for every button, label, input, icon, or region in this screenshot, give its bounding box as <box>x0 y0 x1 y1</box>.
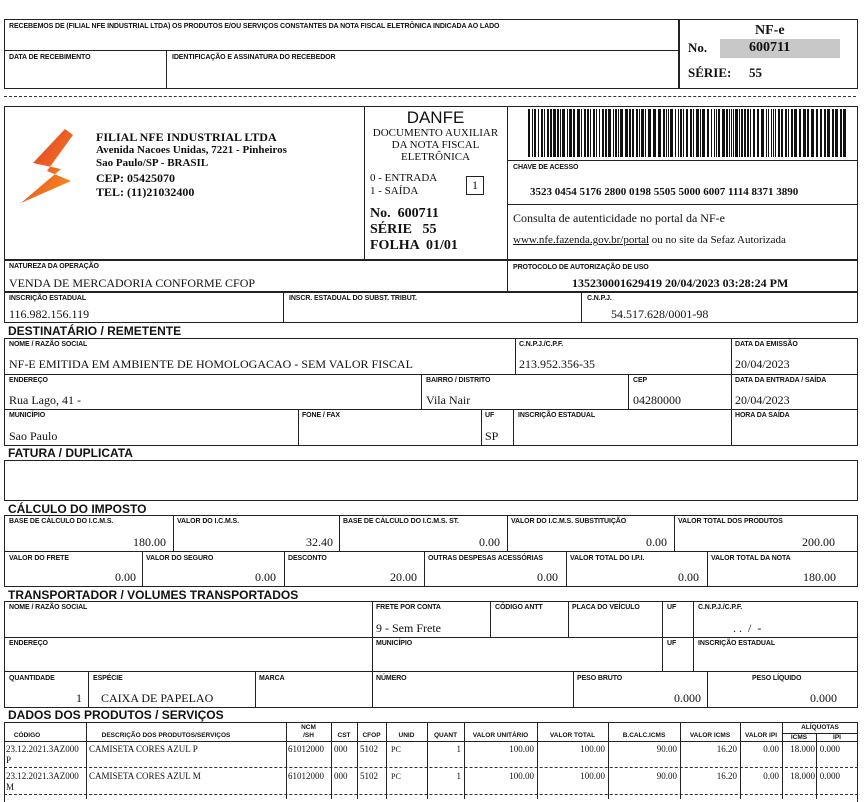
barcode-bar <box>718 109 720 157</box>
barcode-bar <box>550 109 552 157</box>
tr-gross-value: 0.000 <box>674 691 701 705</box>
barcode-bar <box>636 109 638 157</box>
issuer-city: Sao Paulo/SP - BRASIL <box>96 157 209 169</box>
rec-emission-label: DATA DA EMISSÃO <box>735 341 798 348</box>
barcode-bar <box>602 109 604 157</box>
discount-value: 20.00 <box>390 570 417 584</box>
rec-address-value: Rua Lago, 41 - <box>9 393 81 407</box>
barcode-bar <box>557 109 559 157</box>
row-aliq-ipi: 0.000 <box>819 744 840 754</box>
barcode-bar <box>666 109 667 157</box>
barcode-bar <box>560 109 561 157</box>
row-cfop: 5102 <box>360 771 378 781</box>
barcode-bar <box>843 109 846 157</box>
issuer-address: Avenida Nacoes Unidas, 7221 - Pinheiros <box>96 144 287 156</box>
danfe-title: DANFE <box>406 108 465 127</box>
receipt-no-label: No. <box>688 40 708 55</box>
barcode-bar <box>766 109 767 157</box>
barcode-bar <box>794 109 797 157</box>
barcode-bar <box>775 109 776 157</box>
barcode-bar <box>678 109 679 157</box>
row-aliq-ipi: 0.000 <box>819 771 840 781</box>
barcode-bar <box>716 109 717 157</box>
barcode-bar <box>747 109 749 157</box>
rec-address-label: ENDEREÇO <box>9 377 48 384</box>
barcode-bar <box>553 109 556 157</box>
rec-ie-label: INSCRIÇÃO ESTADUAL <box>518 412 596 419</box>
cut-line <box>4 96 856 97</box>
barcode-bar <box>587 109 589 157</box>
other-value: 0.00 <box>537 570 558 584</box>
protocol-label: PROTOCOLO DE AUTORIZAÇÃO DE USO <box>513 264 649 271</box>
row-ipi: 0.00 <box>763 744 779 754</box>
barcode-bar <box>567 109 568 157</box>
danfe-saida: 1 - SAÍDA <box>370 185 419 197</box>
th-desc: DESCRIÇÃO DOS PRODUTOS/SERVIÇOS <box>101 732 231 739</box>
tr-uf2-label: UF <box>667 640 677 647</box>
row-code: 23.12.2021.3AZ000 <box>6 771 79 781</box>
danfe-no: No. 600711 <box>370 206 439 221</box>
rec-city-value: Sao Paulo <box>9 429 58 443</box>
barcode-bar <box>675 109 676 157</box>
freight-value: 0.00 <box>115 570 136 584</box>
row-qty: 1 <box>456 771 461 781</box>
tr-plate-label: PLACA DO VEÍCULO <box>572 604 640 611</box>
barcode-bar <box>824 109 826 157</box>
insurance-value: 0.00 <box>255 570 276 584</box>
rec-district-value: Vila Nair <box>426 393 471 407</box>
rec-name-value: NF-E EMITIDA EM AMBIENTE DE HOMOLOGACAO - SEM VALOR FISCAL <box>9 357 413 371</box>
rec-uf-value: SP <box>485 429 499 443</box>
th-unit: UNID <box>398 732 415 739</box>
barcode-bar <box>791 109 793 157</box>
barcode-bar <box>541 109 543 157</box>
row-cst: 000 <box>334 771 348 781</box>
tr-qty-value: 1 <box>76 691 82 705</box>
insurance-label: VALOR DO SEGURO <box>146 555 214 562</box>
issuer-tel: TEL: (11)21032400 <box>96 185 195 199</box>
icms-value: 32.40 <box>306 535 333 549</box>
ie-st-label: INSCR. ESTADUAL DO SUBST. TRIBUT. <box>289 295 417 302</box>
barcode-bar <box>528 109 530 157</box>
barcode-bar <box>741 109 743 157</box>
other-label: OUTRAS DESPESAS ACESSÓRIAS <box>428 555 543 562</box>
tr-freight-label: FRETE POR CONTA <box>376 604 441 611</box>
barcode-bar <box>599 109 600 157</box>
section-recipient: DESTINATÁRIO / REMETENTE <box>8 324 182 338</box>
access-key-value: 3523 0454 5176 2800 0198 5505 5000 6007 1114 8371 3890 <box>530 186 799 198</box>
barcode-bar <box>799 109 801 157</box>
tr-number-label: NÚMERO <box>376 675 407 682</box>
tr-qty-label: QUANTIDADE <box>9 675 55 682</box>
rec-cep-value: 04280000 <box>633 393 681 407</box>
total-note-label: VALOR TOTAL DA NOTA <box>711 555 791 562</box>
barcode-bar <box>584 109 586 157</box>
barcode-bar <box>639 109 640 157</box>
th-ipi: VALOR IPI <box>744 732 778 739</box>
barcode-bar <box>670 109 673 157</box>
tr-cnpj-label: C.N.P.J./C.P.F. <box>698 604 743 611</box>
row-total: 100.00 <box>580 771 605 781</box>
row-icms: 16.20 <box>716 771 737 781</box>
barcode-bar <box>544 109 545 157</box>
ipi-value: 0.00 <box>678 570 699 584</box>
rec-cnpj-label: C.N.P.J./C.P.F. <box>519 341 564 348</box>
row-icms: 16.20 <box>716 744 737 754</box>
barcode-bar <box>778 109 780 157</box>
recipient-box <box>4 338 858 446</box>
consult-rest: ou no site da Sefaz Autorizada <box>649 234 786 246</box>
consult-text: Consulta de autenticidade no portal da NF-e <box>513 211 725 225</box>
tr-address-label: ENDEREÇO <box>9 640 48 647</box>
th-bc-icms: B.CALC.ICMS <box>622 732 666 739</box>
icms-label: VALOR DO I.C.M.S. <box>177 518 239 525</box>
barcode-bar <box>753 109 755 157</box>
row-bc: 90.00 <box>656 744 677 754</box>
barcode-bar <box>590 109 591 157</box>
barcode-bar <box>788 109 789 157</box>
issuer-cep: CEP: 05425070 <box>96 171 175 185</box>
row-unit-value: 100.00 <box>509 744 534 754</box>
tr-gross-label: PESO BRUTO <box>577 675 623 682</box>
rec-phone-label: FONE / FAX <box>302 412 340 419</box>
danfe-folha: FOLHA 01/01 <box>370 238 458 253</box>
barcode-bar <box>668 109 669 157</box>
barcode-bar <box>653 109 656 157</box>
barcode-bar <box>534 109 536 157</box>
rec-cnpj-value: 213.952.356-35 <box>519 357 595 371</box>
danfe-serie: SÉRIE 55 <box>370 222 437 237</box>
barcode-bar <box>581 109 582 157</box>
ipi-label: VALOR TOTAL DO I.P.I. <box>570 555 645 562</box>
danfe-entrada: 0 - ENTRADA <box>370 172 438 184</box>
row-bc: 90.00 <box>656 771 677 781</box>
barcode-bar <box>757 109 759 157</box>
barcode-bar <box>547 109 549 157</box>
barcode-bar <box>573 109 575 157</box>
th-icms: VALOR ICMS <box>689 732 731 739</box>
row-cfop: 5102 <box>360 744 378 754</box>
row-unit: PC <box>391 745 401 754</box>
barcode-bar <box>807 109 809 157</box>
row-unit: PC <box>391 772 401 781</box>
barcode-bar <box>663 109 665 157</box>
invoice-box <box>4 460 858 501</box>
receipt-no-value: 600711 <box>749 40 791 55</box>
total-products-label: VALOR TOTAL DOS PRODUTOS <box>678 518 783 525</box>
barcode-bar <box>618 109 619 157</box>
icms-st-label: VALOR DO I.C.M.S. SUBSTITUIÇÃO <box>511 518 627 525</box>
barcode-bar <box>739 109 740 157</box>
row-desc: CAMISETA CORES AZUL P <box>89 744 198 754</box>
section-products: DADOS DOS PRODUTOS / SERVIÇOS <box>8 708 224 722</box>
danfe-subtitle-1: DOCUMENTO AUXILIAR <box>372 127 499 139</box>
barcode-bar <box>744 109 746 157</box>
danfe-subtitle-2: DA NOTA FISCAL <box>391 139 480 151</box>
barcode-bar <box>835 109 838 157</box>
base-icms-label: BASE DE CÁLCULO DO I.C.M.S. <box>9 518 114 525</box>
th-unit-value: VALOR UNITÁRIO <box>472 732 529 739</box>
ie-value: 116.982.156.119 <box>9 307 90 321</box>
tr-city-label: MUNICÍPIO <box>376 640 413 647</box>
section-tax: CÁLCULO DO IMPOSTO <box>8 502 147 516</box>
th-total: VALOR TOTAL <box>549 732 596 739</box>
rec-cep-label: CEP <box>633 377 648 384</box>
rec-city-label: MUNICÍPIO <box>9 412 46 419</box>
th-aliq-icms: ICMS <box>790 734 808 741</box>
icms-st-value: 0.00 <box>646 535 667 549</box>
th-code: CÓDIGO <box>13 732 41 739</box>
barcode-bar <box>569 109 572 157</box>
barcode-bar <box>726 109 728 157</box>
barcode-bar <box>722 109 725 157</box>
tr-species-label: ESPÉCIE <box>93 675 123 682</box>
row-ipi: 0.00 <box>763 771 779 781</box>
company-logo <box>13 125 83 205</box>
th-qty: QUANT <box>433 732 458 739</box>
ie-label: INSCRIÇÃO ESTADUAL <box>9 295 87 302</box>
row-desc: CAMISETA CORES AZUL M <box>89 771 201 781</box>
base-st-value: 0.00 <box>479 535 500 549</box>
total-note-value: 180.00 <box>803 570 836 584</box>
barcode-bar <box>832 109 834 157</box>
barcode-bar <box>768 109 769 157</box>
barcode-bar <box>577 109 580 157</box>
freight-label: VALOR DO FRETE <box>9 555 69 562</box>
receipt-signature-label: IDENTIFICAÇÃO E ASSINATURA DO RECEBEDOR <box>172 54 336 61</box>
barcode-bar <box>735 109 738 157</box>
barcode-bar <box>840 109 842 157</box>
cnpj-value: 54.517.628/0001-98 <box>611 307 709 321</box>
danfe-subtitle-3: ELETRÔNICA <box>400 151 471 163</box>
barcode-bar <box>803 109 806 157</box>
row-code-suffix: P <box>6 755 12 765</box>
row-ncm: 61012000 <box>288 744 324 754</box>
barcode-bar <box>711 109 712 157</box>
row-qty: 1 <box>456 744 461 754</box>
barcode-bar <box>593 109 595 157</box>
th-ncm-1: NCM <box>301 724 316 731</box>
barcode-bar <box>785 109 787 157</box>
base-st-label: BASE DE CÁLCULO DO I.C.M.S. ST. <box>343 518 459 525</box>
row-ncm: 61012000 <box>288 771 324 781</box>
row-cst: 000 <box>334 744 348 754</box>
access-key-label: CHAVE DE ACESSO <box>513 164 579 171</box>
barcode-bar <box>811 109 814 157</box>
nature-label: NATUREZA DA OPERAÇÃO <box>9 263 99 270</box>
tr-ie-label: INSCRIÇÃO ESTADUAL <box>698 640 776 647</box>
receipt-date-label: DATA DE RECEBIMENTO <box>9 54 91 61</box>
barcode-bar <box>733 109 734 157</box>
section-invoice: FATURA / DUPLICATA <box>8 446 133 460</box>
barcode-bar <box>781 109 783 157</box>
barcode-bar <box>773 109 774 157</box>
th-aliq: ALÍQUOTAS <box>801 724 839 731</box>
barcode-bar <box>629 109 631 157</box>
tr-antt-label: CÓDIGO ANTT <box>495 604 543 611</box>
receipt-statement: RECEBEMOS DE (FILIAL NFE INDUSTRIAL LTDA) OS PRODUTOS E/OU SERVIÇOS CONSTANTES DA NOTA FISCAL ELETRÔNICA INDICADA AO LADO <box>9 23 500 30</box>
rec-entry-value: 20/04/2023 <box>735 393 790 407</box>
rec-uf-label: UF <box>485 412 495 419</box>
th-cfop: CFOP <box>362 732 381 739</box>
barcode-bar <box>750 109 751 157</box>
tr-name-label: NOME / RAZÃO SOCIAL <box>9 604 88 611</box>
tr-brand-label: MARCA <box>259 675 285 682</box>
protocol-value: 135230001629419 20/04/2023 03:28:24 PM <box>572 276 789 290</box>
consult-link[interactable]: www.nfe.fazenda.gov.br/portal <box>513 234 650 246</box>
receipt-nfe-title: NF-e <box>755 23 785 38</box>
barcode <box>528 109 848 157</box>
barcode-bar <box>690 109 692 157</box>
barcode-bar <box>608 109 611 157</box>
barcode-bar <box>714 109 715 157</box>
barcode-bar <box>816 109 818 157</box>
barcode-bar <box>532 109 533 157</box>
row-code: 23.12.2021.3AZ000 <box>6 744 79 754</box>
barcode-bar <box>686 109 688 157</box>
total-products-value: 200.00 <box>802 535 835 549</box>
barcode-bar <box>731 109 732 157</box>
barcode-bar <box>658 109 661 157</box>
registration-row <box>4 292 858 323</box>
barcode-bar <box>625 109 628 157</box>
tr-species-value: CAIXA DE PAPELAO <box>101 691 214 705</box>
barcode-bar <box>771 109 772 157</box>
barcode-bar <box>645 109 646 157</box>
barcode-bar <box>648 109 651 157</box>
discount-label: DESCONTO <box>288 555 327 562</box>
barcode-bar <box>700 109 701 157</box>
row-aliq-icms: 18.000 <box>790 771 815 781</box>
tr-uf-label: UF <box>667 604 677 611</box>
barcode-bar <box>538 109 539 157</box>
barcode-bar <box>820 109 822 157</box>
rec-name-label: NOME / RAZÃO SOCIAL <box>9 341 88 348</box>
th-aliq-ipi: IPI <box>833 734 841 741</box>
rec-entry-label: DATA DA ENTRADA / SAÍDA <box>735 377 827 384</box>
section-transport: TRANSPORTADOR / VOLUMES TRANSPORTADOS <box>8 588 299 602</box>
tr-freight-value: 9 - Sem Frete <box>376 621 441 635</box>
rec-time-label: HORA DA SAÍDA <box>735 412 790 419</box>
barcode-bar <box>605 109 607 157</box>
row-aliq-icms: 18.000 <box>790 744 815 754</box>
barcode-bar <box>693 109 694 157</box>
th-ncm-2: /SH <box>303 732 314 739</box>
th-cst: CST <box>337 732 351 739</box>
row-code-suffix: M <box>6 782 15 792</box>
barcode-bar <box>707 109 709 157</box>
issuer-name: FILIAL NFE INDUSTRIAL LTDA <box>96 130 277 144</box>
nature-value: VENDA DE MERCADORIA CONFORME CFOP <box>9 276 256 290</box>
danfe-type-value: 1 <box>472 178 478 192</box>
barcode-bar <box>827 109 830 157</box>
barcode-bar <box>729 109 730 157</box>
barcode-bar <box>761 109 764 157</box>
tr-net-label: PESO LÍQUIDO <box>752 675 802 682</box>
barcode-bar <box>680 109 682 157</box>
barcode-bar <box>632 109 634 157</box>
tr-net-value: 0.000 <box>810 691 837 705</box>
receipt-serie-label: SÉRIE: <box>688 65 732 80</box>
row-total: 100.00 <box>580 744 605 754</box>
rec-emission-value: 20/04/2023 <box>735 357 790 371</box>
barcode-bar <box>596 109 597 157</box>
barcode-bar <box>613 109 614 157</box>
barcode-bar <box>683 109 684 157</box>
cnpj-label: C.N.P.J. <box>587 295 612 302</box>
receipt-serie-value: 55 <box>749 65 762 80</box>
barcode-bar <box>702 109 705 157</box>
tr-cnpj-value: . . / - <box>733 621 762 635</box>
base-icms-value: 180.00 <box>133 535 166 549</box>
rec-district-label: BAIRRO / DISTRITO <box>426 377 491 384</box>
barcode-bar <box>615 109 617 157</box>
row-unit-value: 100.00 <box>509 771 534 781</box>
barcode-bar <box>641 109 644 157</box>
barcode-bar <box>696 109 699 157</box>
barcode-bar <box>562 109 565 157</box>
barcode-bar <box>620 109 623 157</box>
